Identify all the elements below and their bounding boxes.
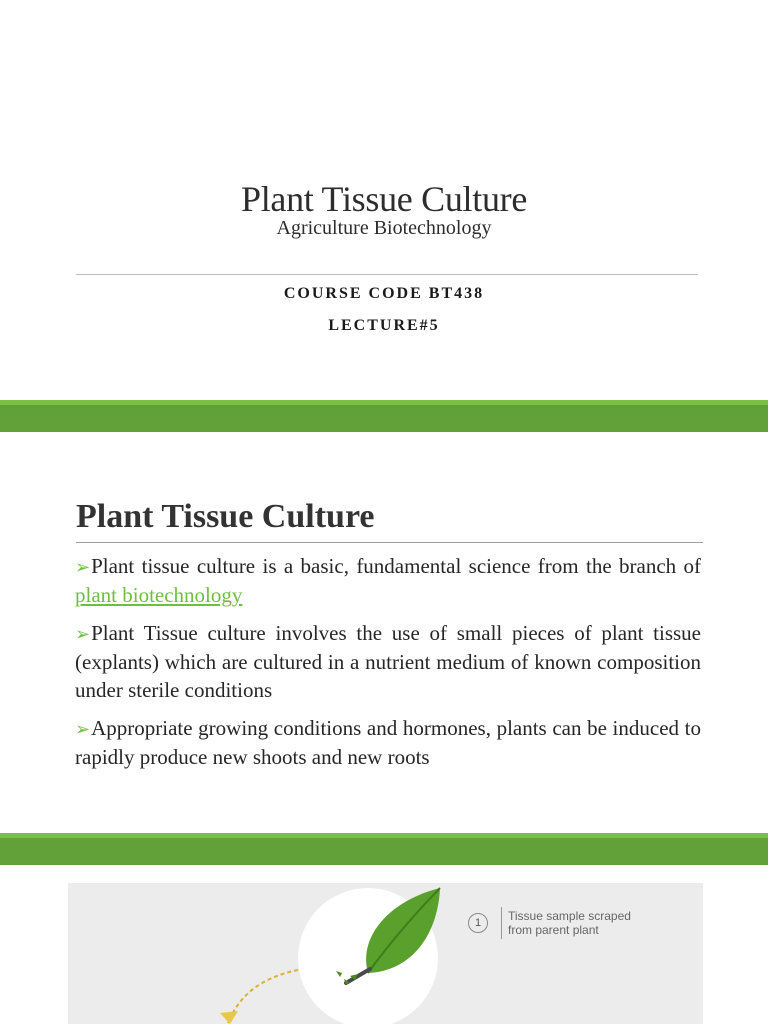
step-label — [508, 909, 631, 937]
arrow-bullet-icon: ➢ — [75, 719, 91, 739]
diagram-illustration — [68, 883, 703, 1024]
tissue-culture-diagram — [68, 883, 703, 1024]
bullet-item — [75, 714, 701, 771]
bullet-item — [75, 552, 701, 609]
bullet-list — [75, 552, 701, 781]
title-slide — [0, 0, 768, 400]
slide-subtitle: Agriculture Biotechnology — [276, 217, 492, 239]
arrow-bullet-icon: ➢ — [75, 624, 91, 644]
arrow-head-icon — [220, 1011, 238, 1024]
bullet-text: Appropriate growing conditions and hormones, plants can be induced to rapidly produce new shoots and new roots — [75, 716, 701, 769]
plant-biotechnology-link[interactable]: plant biotechnology — [75, 583, 243, 607]
step-label-line: from parent plant — [508, 923, 599, 937]
step-number: 1 — [468, 913, 488, 933]
lecture-number: LECTURE#5 — [328, 317, 440, 334]
course-code: COURSE CODE BT438 — [283, 285, 485, 302]
arrow-bullet-icon: ➢ — [75, 557, 91, 577]
arrow-path-icon — [228, 970, 298, 1023]
slide-title: Plant Tissue Culture — [240, 179, 528, 219]
slide-separator — [0, 400, 768, 432]
step-divider — [501, 907, 502, 939]
bullet-item — [75, 619, 701, 704]
slide-separator — [0, 833, 768, 865]
bullet-text: Plant Tissue culture involves the use of small pieces of plant tissue (explants) which are cultured in a nutrient medium of known composition under sterile conditions — [75, 621, 701, 702]
heading-divider — [76, 542, 703, 543]
title-divider — [76, 274, 698, 275]
bullet-text: Plant tissue culture is a basic, fundamental science from the branch of — [91, 554, 701, 578]
step-label-line: Tissue sample scraped — [508, 909, 631, 923]
content-heading: Plant Tissue Culture — [76, 498, 375, 535]
